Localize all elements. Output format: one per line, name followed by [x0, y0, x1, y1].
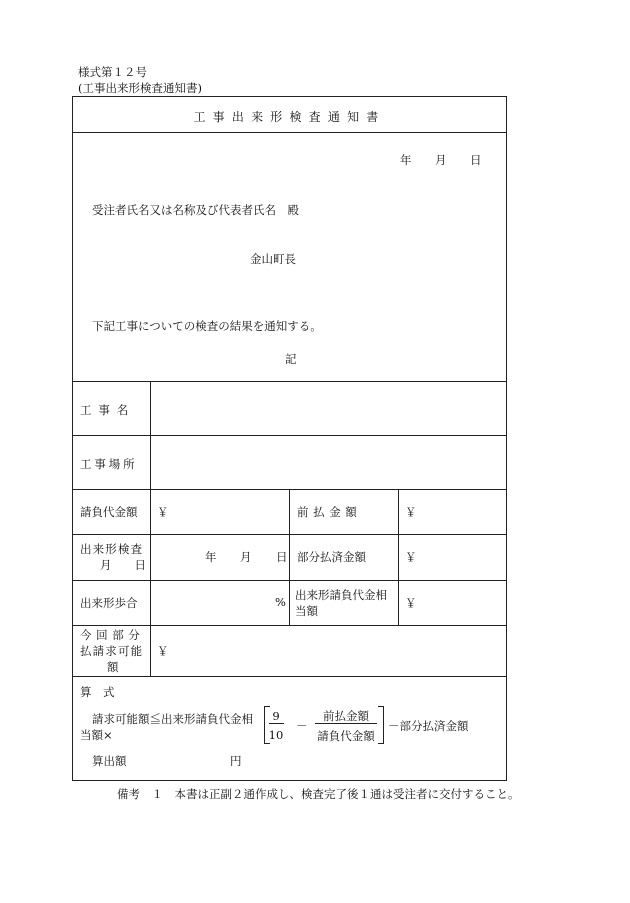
formula-heading: 算 式	[80, 685, 115, 699]
form-number: 様式第１２号	[78, 65, 147, 79]
advance-value: ￥	[405, 505, 417, 519]
formula-lhs-2: 当額×	[80, 728, 113, 742]
calc-label: 算出額	[92, 754, 127, 768]
claimable-label-2: 払請求可能	[80, 644, 144, 658]
document-title: 工事出来形検査通知書	[193, 110, 386, 124]
form-frame	[72, 96, 507, 781]
partial-paid-label: 部分払済金額	[297, 550, 366, 564]
fraction-denominator: 10	[268, 728, 284, 742]
notice-text: 下記工事についての検査の結果を通知する。	[92, 319, 322, 333]
calc-unit: 円	[230, 754, 242, 768]
fraction-bar	[269, 723, 284, 724]
ki-mark: 記	[285, 352, 297, 366]
fraction-numerator: 9	[272, 709, 280, 723]
progress-contract-value: ￥	[405, 596, 417, 610]
claimable-label-1: 今回部分	[80, 628, 145, 642]
formula-lhs-1: 請求可能額≦出来形請負代金相	[92, 712, 253, 726]
progress-rate-label: 出来形歩合	[80, 596, 138, 610]
advance-label: 前払金額	[297, 505, 362, 519]
divider	[72, 132, 507, 133]
addressee: 受注者氏名又は名称及び代表者氏名 殿	[92, 203, 299, 217]
partial-paid-value: ￥	[405, 550, 417, 564]
work-name-label: 工事名	[80, 403, 136, 417]
divider	[72, 435, 507, 436]
note: 備考 １ 本書は正副２通作成し、検査完了後１通は受注者に交付すること。	[117, 787, 520, 801]
contract-denominator: 請負代金額	[317, 729, 375, 743]
inspection-month: 月	[240, 550, 252, 564]
column-line	[150, 381, 151, 676]
claimable-label-3: 額	[107, 660, 119, 674]
minus-sign: －	[296, 719, 308, 733]
contract-amount-label: 請負代金額	[80, 505, 138, 519]
date-day: 日	[470, 153, 482, 167]
bracket-right	[378, 706, 384, 744]
inspection-date-label-2: 月 日	[100, 558, 146, 572]
date-year: 年	[400, 153, 412, 167]
claimable-value: ￥	[157, 644, 169, 658]
inspection-year: 年	[205, 550, 217, 564]
issuer: 金山町長	[250, 252, 296, 266]
formula-rhs: －部分払済金額	[388, 719, 469, 733]
column-line	[289, 489, 290, 625]
date-month: 月	[435, 153, 447, 167]
column-line	[398, 489, 399, 625]
progress-contract-label: 出来形請負代金相当額	[295, 588, 387, 618]
divider	[72, 625, 507, 626]
divider	[72, 381, 507, 382]
progress-rate-unit: %	[275, 595, 286, 609]
advance-numerator: 前払金額	[323, 709, 369, 723]
contract-amount-value: ￥	[157, 505, 169, 519]
inspection-date-label: 出来形検査	[80, 542, 144, 556]
fraction-bar	[315, 723, 377, 724]
work-location-label: 工事場所	[80, 457, 138, 471]
divider	[72, 676, 507, 677]
form-subtitle: (工事出来形検査通知書)	[78, 81, 202, 95]
inspection-day: 日	[276, 550, 288, 564]
